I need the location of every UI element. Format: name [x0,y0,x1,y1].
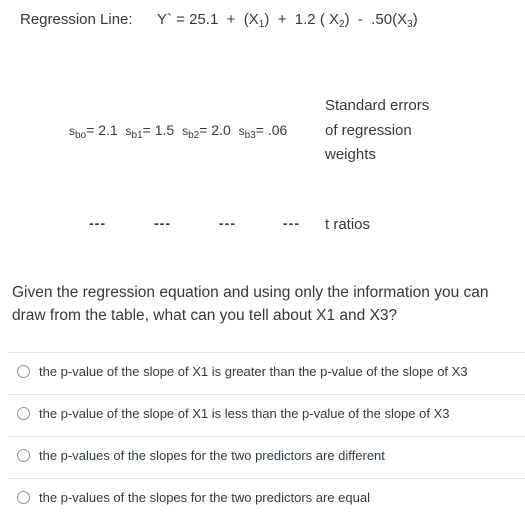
x2-subscript: 2 [339,19,345,30]
answer-option-2[interactable] [9,395,525,435]
b2-coefficient: 1.2 [294,11,316,28]
answer-option-label: the p-values of the slopes for the two predictors are different [39,448,385,463]
x2-term: X [329,11,340,28]
standard-errors-caption-2: of regression [325,122,412,139]
se-b3: $s_{b3}= .06$ [238,122,288,141]
answer-option-4[interactable] [9,479,525,519]
radio-button[interactable] [17,491,30,504]
answer-option-1[interactable] [9,353,525,393]
term1-close: ) [264,11,270,28]
regression-line-label: Regression Line: [20,11,133,28]
radio-button[interactable] [17,449,30,462]
term3-close: ) [412,11,418,28]
t-ratio-b2: --- [219,215,236,231]
t-ratio-b3: --- [283,215,300,231]
b3-term: .50(X [371,11,408,28]
t-ratios-label: t ratios [325,216,371,233]
term1-open: ( [243,11,249,28]
x3-subscript: 3 [407,19,413,30]
answer-option-label: the p-value of the slope of X1 is less than the p-value of the slope of X3 [39,406,450,421]
x1-subscript: 1 [258,19,265,30]
answer-option-label: the p-values of the slopes for the two predictors are equal [39,490,370,505]
standard-errors-caption-3: weights [325,146,376,163]
t-ratio-b1: --- [154,215,171,231]
question-text: Given the regression equation and using only the information you can draw from the table, what can you tell about X1 and X3? [12,284,489,324]
intercept: 25.1 [189,11,219,28]
regression-equation [157,11,418,30]
standard-errors-caption-1: Standard errors [325,97,430,114]
term2-close: ) [344,11,350,28]
standard-errors-row [69,122,291,141]
answer-option-3[interactable] [9,437,525,477]
radio-button[interactable] [17,365,30,378]
equals-sign: = [176,11,185,28]
plus-sign: + [277,11,287,28]
answer-option-label: the p-value of the slope of X1 is greater than the p-value of the slope of X3 [39,364,468,379]
x1-term: X [248,11,259,28]
t-ratio-b0: --- [89,215,106,231]
radio-button[interactable] [17,407,30,420]
se-b2: $s_{b2}= 2.0$ [182,122,231,141]
term2-open: ( [319,11,325,28]
minus-sign: - [357,11,363,28]
plus-sign: + [226,11,236,28]
se-b1: $s_{b1}= 1.5$ [125,122,175,141]
y-hat: Y` [157,11,172,28]
se-b0: $s_{bo}= 2.1$ [69,122,118,141]
